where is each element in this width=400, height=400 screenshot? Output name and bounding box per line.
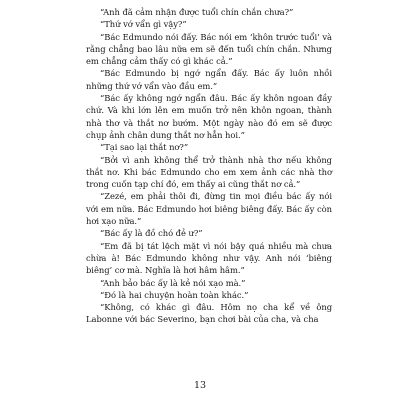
paragraph: “Bác ấy không ngớ ngẩn đâu. Bác ấy khôn ngoan đầy chứ. Và khi lớn lên em muốn trở nên khôn ngoan, thành nhà thơ và thắt nơ bướm. Một ngày nào đó em sẽ được chụp ảnh chân dung thắt nơ hẳn hoi.” (86, 93, 332, 140)
paragraph: “Bác Edmundo bị ngớ ngẩn đấy. Bác ấy luôn nhồi những thứ vớ vẩn vào đầu em.” (86, 68, 332, 91)
paragraph: “Bởi vì anh không thể trở thành nhà thơ nếu không thắt nơ. Khi bác Edmundo cho em xem ảnh các nhà thơ trong cuốn tạp chí đó, em thấy ai cũng thắt nơ cả.” (86, 154, 332, 190)
body-text (86, 6, 332, 326)
paragraph: “Thứ vớ vẩn gì vậy?” (100, 19, 187, 30)
paragraph: “Em đã bị tát lệch mặt vì nói bậy quá nhiều mà chưa chừa à! Bác Edmundo không như vậy. Anh nói ‘biêng biêng’ cơ mà. Nghĩa là hơi hâm hâm.” (86, 240, 332, 276)
paragraph: “Zezé, em phải thôi đi, đừng tin mọi điều bác ấy nói với em nữa. Bác Edmundo hơi biêng biêng đấy. Bác ấy còn hơi xạo nữa.” (86, 191, 332, 227)
page-number: 13 (193, 380, 207, 391)
paragraph: “Đó là hai chuyện hoàn toàn khác.” (100, 289, 249, 300)
paragraph: “Không, có khác gì đâu. Hôm nọ cha kể về ông Labonne với bác Severino, bạn chơi bài của cha, và cha (86, 302, 332, 325)
paragraph: “Tại sao lại thắt nơ?” (100, 142, 189, 153)
paragraph: “Anh bảo bác ấy là kẻ nói xạo mà.” (100, 277, 246, 288)
paragraph: “Anh đã cảm nhận được tuổi chín chắn chưa?” (100, 7, 294, 17)
paragraph: “Bác ấy là đồ chó đẻ ư?” (100, 228, 203, 239)
paragraph: “Bác Edmundo nói đấy. Bác nói em ‘khôn trước tuổi’ và rằng chẳng bao lâu nữa em sẽ đến tuổi chín chắn. Nhưng em chẳng cảm thấy có gì khác cả.” (86, 31, 332, 67)
